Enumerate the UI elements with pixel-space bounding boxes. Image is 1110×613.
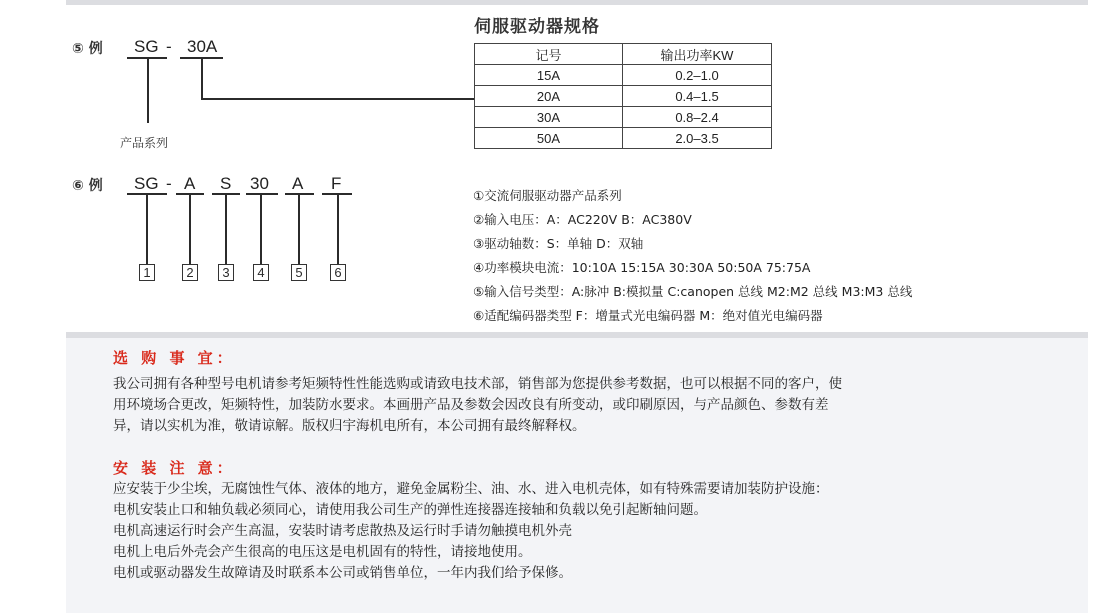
table-header-cell: 记号 [475,44,623,65]
install-title: 安 装 注 意： [113,459,236,477]
example5-dash: - [166,37,172,56]
example6-underline-4 [246,193,278,195]
example5-code-prefix: SG [134,37,159,56]
example6-box-4: 4 [253,264,269,281]
spec-table-title: 伺服驱动器规格 [474,17,600,37]
example6-part-sg: SG [134,174,159,193]
table-cell: 2.0–3.5 [623,128,772,149]
table-cell: 15A [475,65,623,86]
purchase-line-2: 用环境场合更改，矩频特性，加装防水要求。本画册产品及参数会因改良有所变动，或印刷原因，与产品颜色、参数有差 [113,397,829,413]
table-cell: 20A [475,86,623,107]
example5-code-power: 30A [187,37,218,56]
example6-connector-4 [260,194,262,264]
example5-power-connector-h [201,98,474,100]
spec-table [474,43,772,149]
table-cell: 30A [475,107,623,128]
install-line-4: 电机上电后外壳会产生很高的电压这是电机固有的特性，请接地使用。 [113,544,532,560]
example6-connector-1 [146,194,148,264]
example6-connector-5 [298,194,300,264]
table-cell: 50A [475,128,623,149]
example6-part-dash: - [166,174,172,193]
example5-series-connector [147,58,149,123]
table-row [475,86,772,107]
example6-part-current: 30 [250,174,269,193]
example6-part-axis: S [220,174,232,193]
install-line-3: 电机高速运行时会产生高温，安装时请考虑散热及运行时手请勿触摸电机外壳 [113,523,572,539]
legend-item-2: ②输入电压：A：AC220V B：AC380V [473,212,692,227]
example6-connector-3 [225,194,227,264]
purchase-line-3: 异，请以实机为准，敬请谅解。版权归宇海机电所有，本公司拥有最终解释权。 [113,418,586,434]
example6-part-encoder: F [331,174,342,193]
table-cell: 0.4–1.5 [623,86,772,107]
install-line-5: 电机或驱动器发生故障请及时联系本公司或销售单位，一年内我们给予保修。 [113,565,572,581]
purchase-line-1: 我公司拥有各种型号电机请参考矩频特性性能选购或请致电技术部，销售部为您提供参考数据，也可以根据不同的客户，使 [113,376,842,392]
table-row [475,65,772,86]
example6-box-6: 6 [330,264,346,281]
example5-power-connector-v [201,58,203,99]
table-header-row [475,44,772,65]
legend-item-4: ④功率模块电流：10:10A 15:15A 30:30A 50:50A 75:75A [473,260,811,275]
install-line-2: 电机安装止口和轴负载必须同心，请使用我公司生产的弹性连接器连接轴和负载以免引起断轴问题。 [113,502,707,518]
install-line-1: 应安装于少尘埃，无腐蚀性气体、液体的地方，避免金属粉尘、油、水、进入电机壳体，如有特殊需要请加装防护设施： [113,481,829,497]
table-cell: 0.8–2.4 [623,107,772,128]
example6-box-1: 1 [139,264,155,281]
example5-label: ⑤ 例 [72,41,103,57]
legend-item-1: ①交流伺服驱动器产品系列 [473,188,622,203]
example6-part-signal: A [292,174,304,193]
legend-item-5: ⑤输入信号类型：A:脉冲 B:模拟量 C:canopen 总线 M2:M2 总线 M3:M3 总线 [473,284,913,299]
example6-box-5: 5 [291,264,307,281]
example6-connector-2 [189,194,191,264]
purchase-title: 选 购 事 宜： [113,349,236,367]
legend-item-6: ⑥适配编码器类型 F：增量式光电编码器 M：绝对值光电编码器 [473,308,823,323]
table-cell: 0.2–1.0 [623,65,772,86]
table-row [475,128,772,149]
example5-series-label: 产品系列 [120,136,169,150]
top-divider [66,0,1088,5]
table-header-cell: 输出功率KW [623,44,772,65]
example6-label: ⑥ 例 [72,178,103,194]
example6-connector-6 [337,194,339,264]
example6-box-3: 3 [218,264,234,281]
table-row [475,107,772,128]
example6-part-voltage: A [184,174,196,193]
example6-box-2: 2 [182,264,198,281]
legend-item-3: ③驱动轴数：S：单轴 D：双轴 [473,236,644,251]
